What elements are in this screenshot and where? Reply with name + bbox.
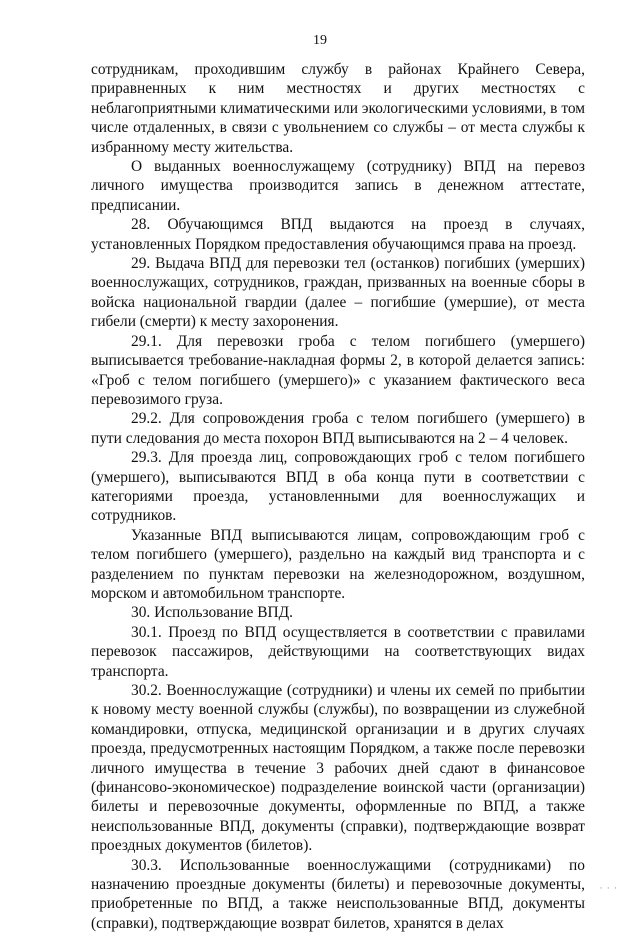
- paragraph-personal-property-record: О выданных военнослужащему (сотруднику) ВПД на перевоз личного имущества производится запись в денежном аттестате, предписании.: [91, 158, 585, 214]
- paragraph-29-1-coffin-transport: 29.1. Для перевозки гроба с телом погибшего (умершего) выписывается требование-накладная формы 2, в которой делается запись: «Гроб с телом погибшего (умершего)» с указанием фактического веса перевозимого груза.: [91, 332, 585, 408]
- paragraph-escort-vpd-issued: Указанные ВПД выписываются лицам, сопровождающим гроб с телом погибшего (умершего), раздельно на каждый вид транспорта и с разделением по пунктам перевозки на железнодорожном, воздушном, морском и автомобильном транспорте.: [91, 526, 585, 602]
- paragraph-30-vpd-use: 30. Использование ВПД.: [131, 604, 293, 622]
- paragraph-29-3-escort-travel: 29.3. Для проезда лиц, сопровождающих гроб с телом погибшего (умершего), выписываются ВПД в оба конца пути в соответствии с категориями проезда, установленными для военнослужащих и сотрудников.: [91, 449, 585, 525]
- paragraph-30-1-travel-rules: 30.1. Проезд по ВПД осуществляется в соответствии с правилами перевозок пассажиров, действующими на соответствующих видах транспорта.: [91, 623, 585, 680]
- scan-artifact-mark: · · ·: [599, 883, 618, 893]
- page-number: 19: [313, 33, 327, 48]
- paragraph-30-2-document-return: 30.2. Военнослужащие (сотрудники) и члены их семей по прибытии к новому месту военной службы (службы), по возвращении из служебной командировки, отпуска, медицинской организации и в других случаях проезда, предусмотренных настоящим Порядком, а также после перевозки личного имущества в течение 3 рабочих дней сдают в финансовое (финансово-экономическое) подразделение воинской части (организации) билеты и перевозочные документы, оформленные по ВПД, а также неиспользованные ВПД, документы (справки), подтверждающие возврат проездных документов (билетов).: [91, 682, 585, 855]
- paragraph-28-students: 28. Обучающимся ВПД выдаются на проезд в случаях, установленных Порядком предоставления обучающимся права на проезд.: [91, 216, 585, 253]
- paragraph-continuation: сотрудникам, проходившим службу в районах Крайнего Севера, приравненных к ним местностях и других местностях с неблагоприятными климатическими или экологическими условиями, в том числе отдаленных, в связи с увольнением со службы – от места службы к избранному месту жительства.: [91, 61, 585, 156]
- document-body: [91, 60, 585, 933]
- paragraph-30-3-document-storage: 30.3. Использованные военнослужащими (сотрудниками) по назначению проездные документы (билеты) и перевозочные документы, приобретенные по ВПД, а также неиспользованные ВПД, документы (справки), подтверждающие возврат билетов, хранятся в делах: [91, 856, 585, 932]
- paragraph-29-transport-remains: 29. Выдача ВПД для перевозки тел (останков) погибших (умерших) военнослужащих, сотрудников, граждан, призванных на военные сборы в войска национальной гвардии (далее – погибшие (умершие), от места гибели (смерти) к месту захоронения.: [91, 255, 585, 331]
- paragraph-29-2-escort: 29.2. Для сопровождения гроба с телом погибшего (умершего) в пути следования до места похорон ВПД выписываются на 2 – 4 человек.: [91, 410, 585, 447]
